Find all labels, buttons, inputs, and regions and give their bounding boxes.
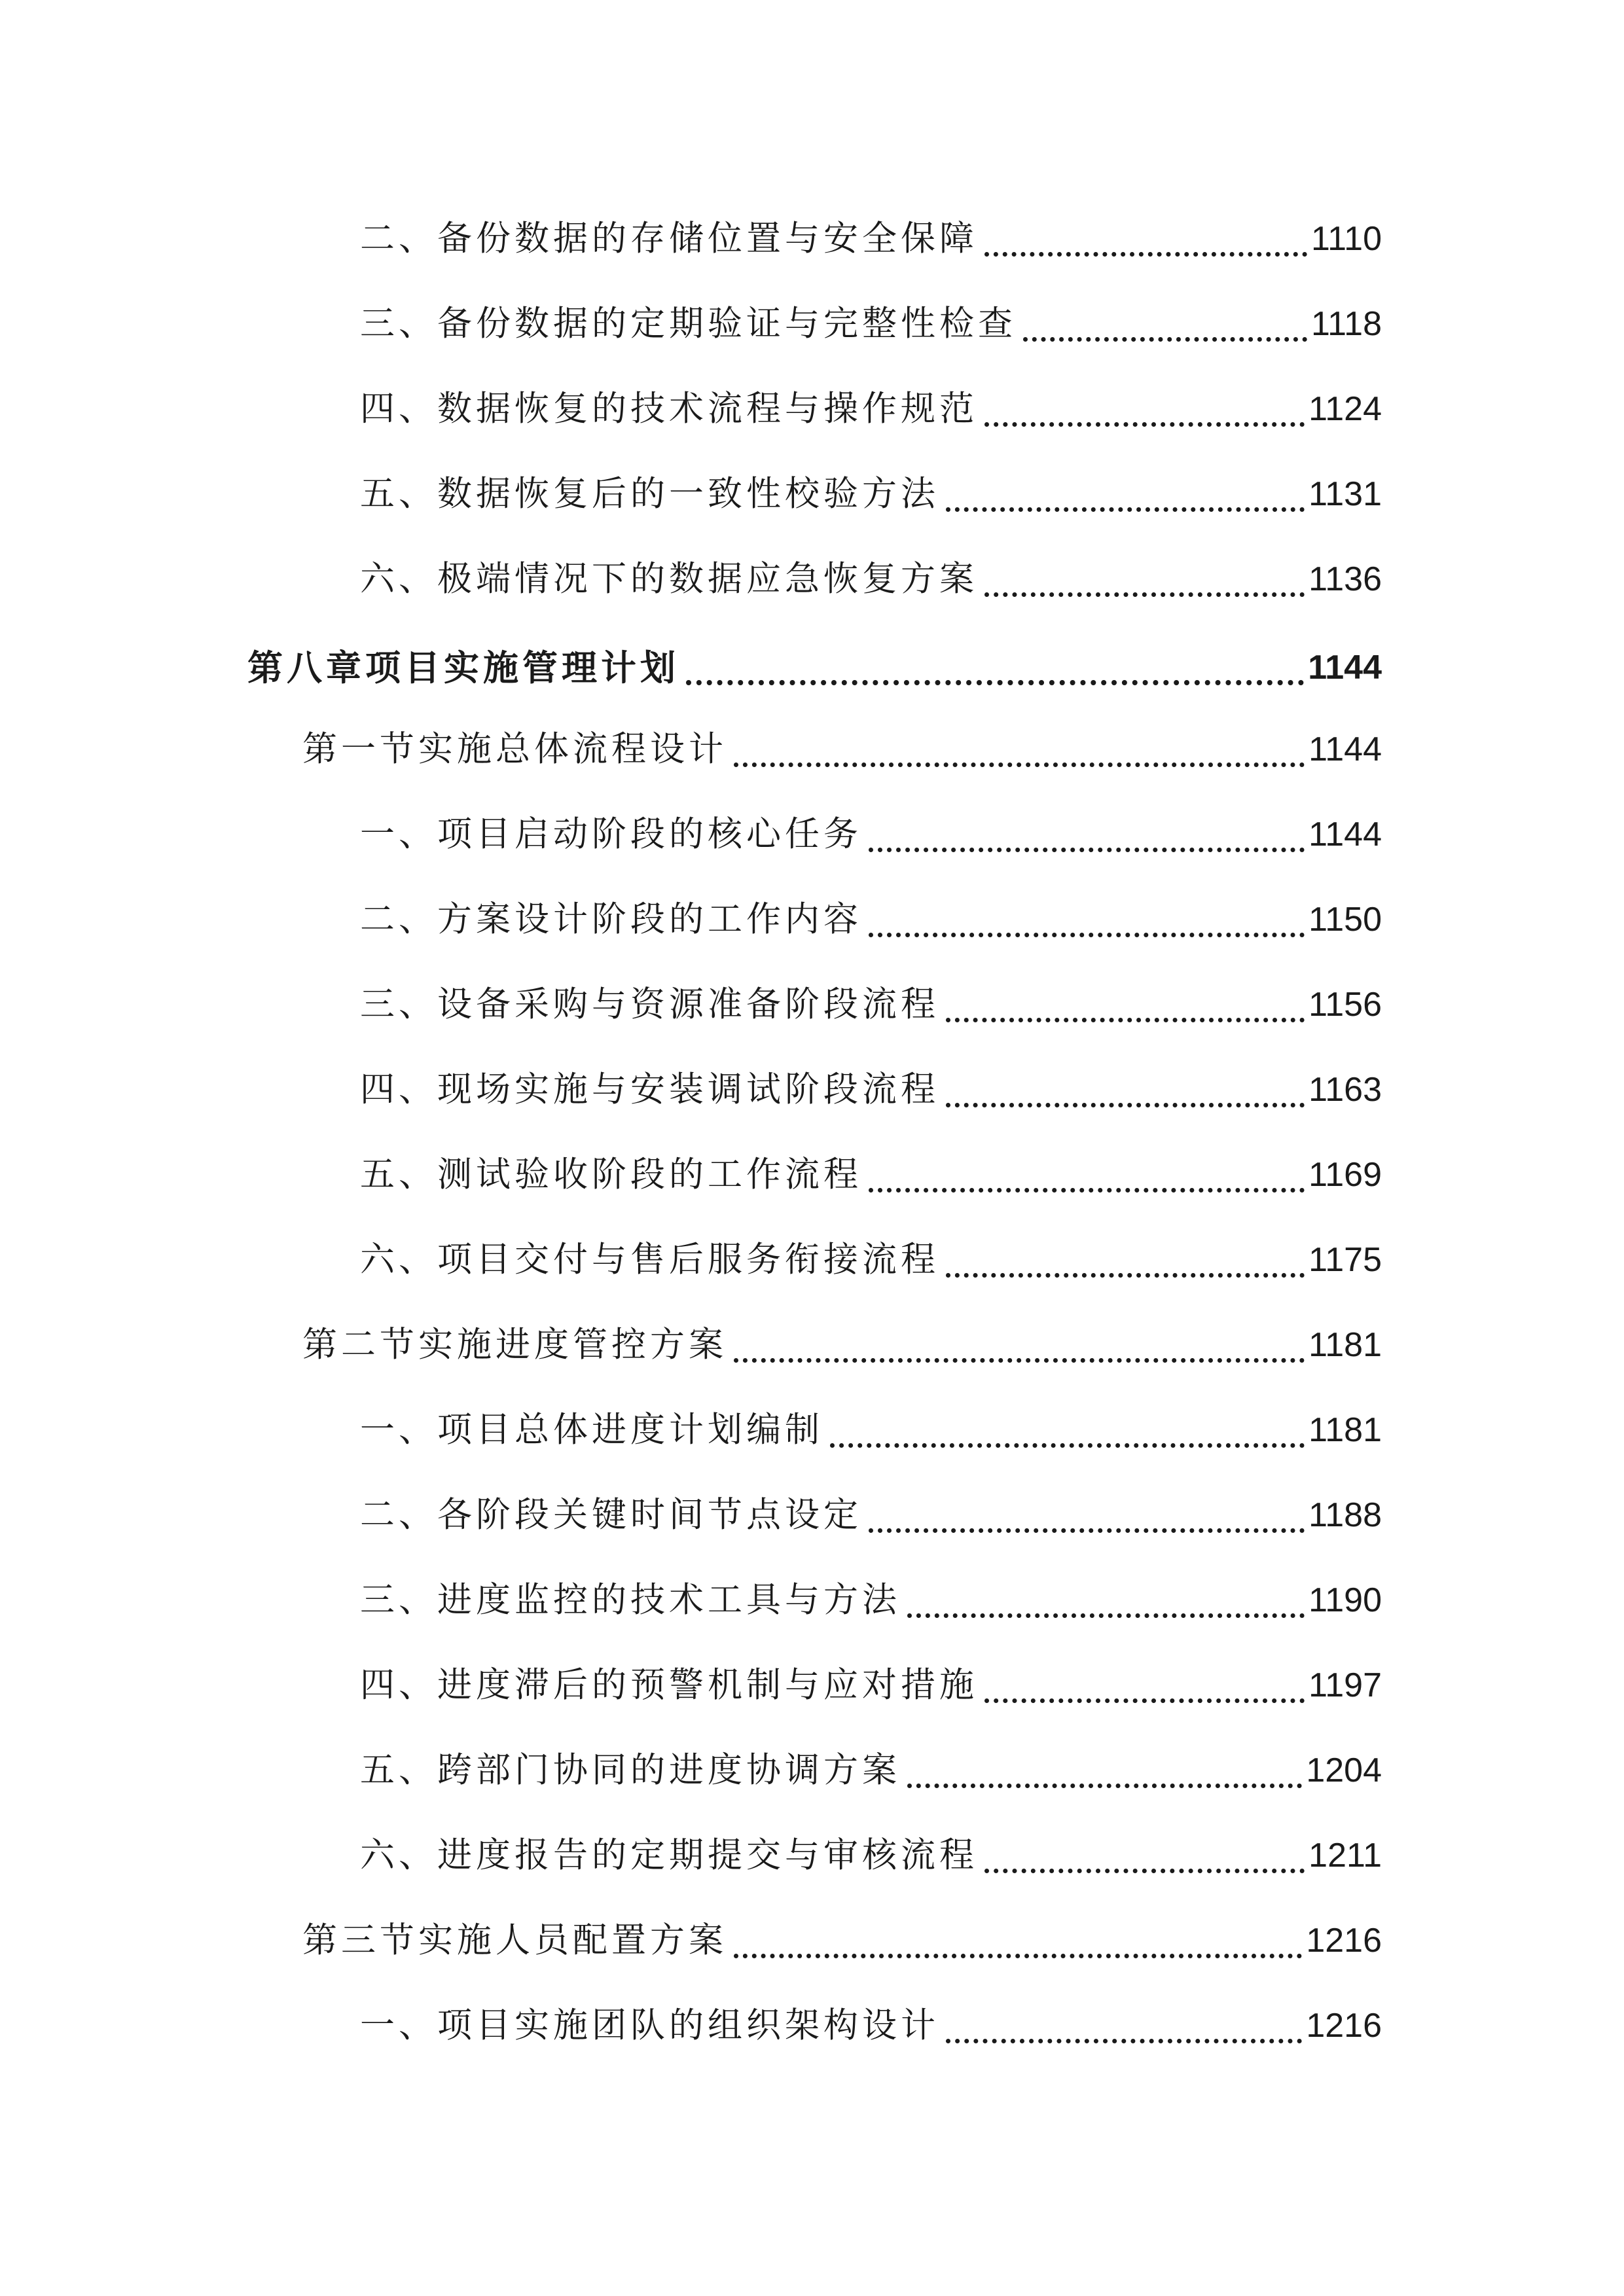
toc-dot-leader xyxy=(984,252,1307,257)
toc-page-number: 1190 xyxy=(1308,1581,1382,1619)
toc-dot-leader xyxy=(984,422,1305,427)
toc-entry-title: 一、项目启动阶段的核心任务 xyxy=(360,814,862,854)
toc-section-entry[interactable] xyxy=(302,720,1382,779)
toc-dot-leader xyxy=(946,1103,1305,1107)
toc-entry[interactable] xyxy=(360,1401,1382,1460)
toc-page-number: 1163 xyxy=(1308,1071,1382,1109)
toc-page-number: 1181 xyxy=(1308,1411,1382,1449)
toc-entry-title: 五、跨部门协同的进度协调方案 xyxy=(360,1750,901,1790)
toc-dot-leader xyxy=(734,1358,1305,1363)
toc-entry-title: 二、方案设计阶段的工作内容 xyxy=(360,899,862,939)
toc-entry-title: 第八章项目实施管理计划 xyxy=(247,647,679,689)
toc-page-number: 1131 xyxy=(1308,475,1382,513)
toc-page-number: 1144 xyxy=(1308,816,1382,853)
toc-page-number: 1197 xyxy=(1308,1666,1382,1704)
toc-entry-title: 四、现场实施与安装调试阶段流程 xyxy=(360,1069,939,1109)
toc-page-number: 1169 xyxy=(1308,1156,1382,1194)
toc-entry-title: 六、项目交付与售后服务衔接流程 xyxy=(360,1240,939,1280)
toc-entry-title: 四、进度滞后的预警机制与应对措施 xyxy=(360,1665,978,1705)
toc-entry[interactable] xyxy=(360,975,1382,1034)
toc-dot-leader xyxy=(946,1273,1305,1278)
toc-entry[interactable] xyxy=(360,209,1382,268)
toc-dot-leader xyxy=(869,1528,1305,1533)
toc-dot-leader xyxy=(907,1613,1305,1618)
toc-entry[interactable] xyxy=(360,550,1382,609)
toc-entry[interactable] xyxy=(360,1996,1382,2055)
toc-page-number: 1150 xyxy=(1308,901,1382,939)
toc-page-number: 1124 xyxy=(1308,390,1382,428)
toc-page-number: 1216 xyxy=(1306,1922,1382,1960)
toc-entry-title: 第三节实施人员配置方案 xyxy=(302,1920,727,1960)
toc-entry-title: 三、进度监控的技术工具与方法 xyxy=(360,1580,901,1620)
toc-dot-leader xyxy=(869,848,1305,852)
toc-section-entry[interactable] xyxy=(302,1316,1382,1374)
toc-entry-title: 第二节实施进度管控方案 xyxy=(302,1325,727,1365)
toc-page-number: 1144 xyxy=(1308,649,1382,687)
toc-entry-title: 二、备份数据的存储位置与安全保障 xyxy=(360,219,978,259)
toc-entry-title: 六、极端情况下的数据应急恢复方案 xyxy=(360,559,978,599)
toc-entry-title: 三、备份数据的定期验证与完整性检查 xyxy=(360,304,1017,344)
toc-dot-leader xyxy=(830,1443,1305,1448)
toc-page-number: 1216 xyxy=(1306,2007,1382,2045)
toc-entry-title: 六、进度报告的定期提交与审核流程 xyxy=(360,1835,978,1875)
toc-page-number: 1204 xyxy=(1306,1751,1382,1789)
toc-dot-leader xyxy=(907,1784,1302,1788)
toc-entry-title: 一、项目总体进度计划编制 xyxy=(360,1410,823,1450)
toc-entry[interactable] xyxy=(360,1230,1382,1289)
toc-page-number: 1188 xyxy=(1308,1496,1382,1534)
toc-page-number: 1211 xyxy=(1308,1837,1382,1874)
toc-entry[interactable] xyxy=(360,805,1382,864)
toc-entry-title: 第一节实施总体流程设计 xyxy=(302,729,727,769)
toc-dot-leader xyxy=(686,680,1304,685)
toc-page-number: 1110 xyxy=(1311,220,1382,258)
toc-entry-title: 一、项目实施团队的组织架构设计 xyxy=(360,2005,939,2045)
toc-entry-title: 二、各阶段关键时间节点设定 xyxy=(360,1495,862,1535)
toc-entry-title: 三、设备采购与资源准备阶段流程 xyxy=(360,984,939,1024)
toc-page-number: 1136 xyxy=(1308,560,1382,598)
toc-dot-leader xyxy=(984,592,1305,597)
toc-dot-leader xyxy=(869,933,1305,937)
toc-dot-leader xyxy=(734,762,1305,767)
toc-dot-leader xyxy=(946,1018,1305,1022)
toc-chapter-entry[interactable] xyxy=(247,638,1382,697)
toc-entry[interactable] xyxy=(360,1486,1382,1545)
toc-dot-leader xyxy=(734,1954,1302,1958)
toc-dot-leader xyxy=(1023,337,1307,342)
toc-dot-leader xyxy=(946,507,1305,512)
toc-entry[interactable] xyxy=(360,380,1382,439)
toc-entry[interactable] xyxy=(360,890,1382,949)
toc-dot-leader xyxy=(984,1869,1305,1873)
toc-entry[interactable] xyxy=(360,1060,1382,1119)
toc-entry[interactable] xyxy=(360,1656,1382,1715)
toc-dot-leader xyxy=(984,1698,1305,1703)
toc-entry-title: 四、数据恢复的技术流程与操作规范 xyxy=(360,389,978,429)
toc-page-number: 1181 xyxy=(1308,1326,1382,1364)
toc-page-number: 1118 xyxy=(1311,305,1382,343)
toc-page-number: 1175 xyxy=(1308,1241,1382,1279)
toc-page-number: 1156 xyxy=(1308,986,1382,1024)
toc-page-number: 1144 xyxy=(1308,730,1382,768)
toc-entry[interactable] xyxy=(360,295,1382,353)
toc-dot-leader xyxy=(869,1188,1305,1193)
toc-entry[interactable] xyxy=(360,1145,1382,1204)
toc-dot-leader xyxy=(946,2039,1302,2043)
toc-entry[interactable] xyxy=(360,1741,1382,1800)
toc-section-entry[interactable] xyxy=(302,1911,1382,1970)
toc-entry[interactable] xyxy=(360,1826,1382,1885)
toc-entry-title: 五、数据恢复后的一致性校验方法 xyxy=(360,474,939,514)
toc-entry[interactable] xyxy=(360,465,1382,524)
toc-entry[interactable] xyxy=(360,1571,1382,1630)
toc-entry-title: 五、测试验收阶段的工作流程 xyxy=(360,1155,862,1194)
